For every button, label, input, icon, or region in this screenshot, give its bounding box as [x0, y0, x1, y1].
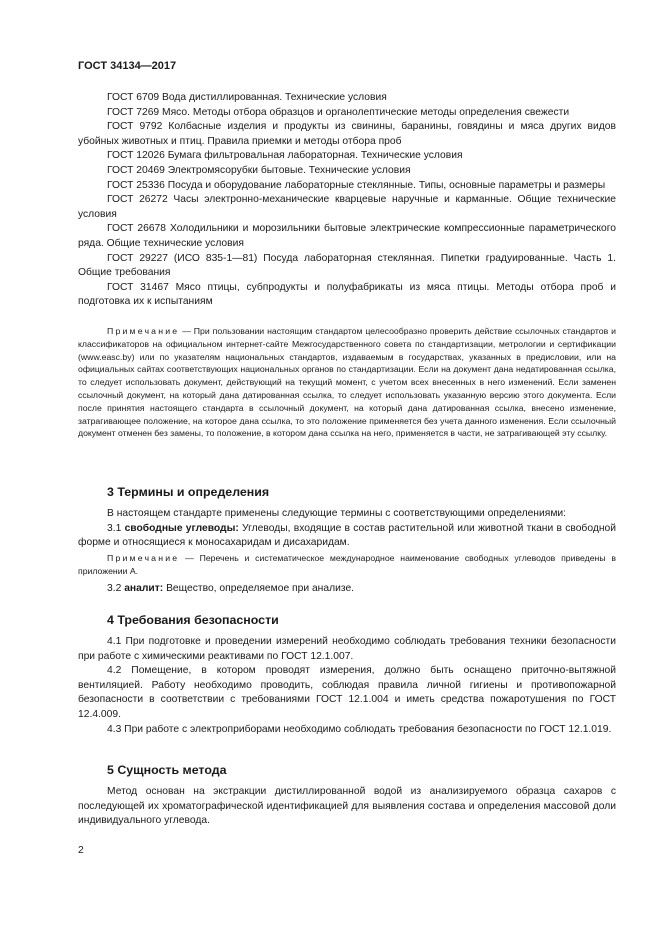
paragraph-5: Метод основан на экстракции дистиллированной водой из анализируемого образца сахаров с последующей их хроматографической идентификацией для выявления состава и определения массовой доли индивидуального углевода.	[78, 786, 616, 827]
term-3-1: 3.1 свободные углеводы: Углеводы, входящие в состав растительной или животной ткани в свободной форме и относящиеся к моносахаридам и дисахаридам.	[78, 522, 616, 549]
reference-item: ГОСТ 29227 (ИСО 835-1—81) Посуда лабораторная стеклянная. Пипетки градуированные. Часть 1. Общие требования	[78, 252, 616, 279]
page-number: 2	[78, 845, 84, 856]
reference-item: ГОСТ 7269 Мясо. Методы отбора образцов и органолептические методы определения свежести	[107, 106, 570, 118]
reference-item: ГОСТ 12026 Бумага фильтровальная лабораторная. Технические условия	[107, 150, 463, 162]
reference-item: ГОСТ 20469 Электромясорубки бытовые. Технические условия	[107, 164, 411, 176]
normative-references-list	[78, 91, 616, 310]
reference-item: ГОСТ 26678 Холодильники и морозильники бытовые электрические компрессионные параметрического ряда. Общие технические условия	[78, 223, 616, 249]
paragraph-4-1: 4.1 При подготовке и проведении измерений необходимо соблюдать требования техники безопасности при работе с химическими реактивами по ГОСТ 12.1.007.	[78, 636, 616, 662]
term-name: свободные углеводы:	[124, 522, 239, 534]
section-5-heading: 5 Сущность метода	[107, 763, 227, 777]
reference-item: ГОСТ 9792 Колбасные изделия и продукты из свинины, баранины, говядины и мяса других видов убойных животных и птиц. Правила приемки и методы отбора проб	[78, 121, 616, 147]
reference-item: ГОСТ 31467 Мясо птицы, субпродукты и полуфабрикаты из мяса птицы. Методы отбора проб и подготовка их к испытаниям	[78, 281, 616, 308]
term-definition: Вещество, определяемое при анализе.	[163, 583, 355, 594]
section-4-heading: 4 Требования безопасности	[107, 613, 279, 627]
section-3-intro: В настоящем стандарте применены следующие термины с соответствующими определениями:	[107, 508, 567, 519]
note-label: Примечание	[107, 553, 180, 563]
section-3-note	[78, 552, 616, 578]
section-3-heading: 3 Термины и определения	[107, 485, 270, 499]
term-name: аналит:	[124, 583, 164, 594]
document-header: ГОСТ 34134—2017	[78, 60, 177, 72]
paragraph-4-2: 4.2 Помещение, в котором проводят измерения, должно быть оснащено приточно-вытяжной вентиляцией. Работу необходимо проводить, соблюдая правила личной гигиены и противопожарной безопасности в соответствии с требованиями ГОСТ 12.1.004 и иметь средства пожаротушения по ГОСТ 12.4.009.	[78, 665, 616, 720]
term-definition: Углеводы, входящие в состав растительной или животной ткани в свободной форме и относящиеся к моносахаридам и дисахаридам.	[78, 522, 616, 549]
note-text: — При пользовании настоящим стандартом целесообразно проверить действие ссылочных стандартов и классификаторов на официальном интернет-сайте Межгосударственного совета по стандартизации, метрологии и сертификации (www.easc.by) или по указателям национальных стандартов, издаваемым в государствах, указанных в предисловии, или на официальных сайтах соответствующих национальных органов по стандартизации. Если на документ дана недатированная ссылка, то следует использовать документ, действующий на текущий момент, с учетом всех внесенных в него изменений. Если заменен ссылочный документ, на который дана датированная ссылка, то следует использовать указанную версию этого документа. Если после принятия настоящего стандарта в ссылочный документ, на который дана датированная ссылка, внесено изменение, затрагивающее положение, на которое дана ссылка, то это положение применяется без учета данного изменения. Если ссылочный документ отменен без замены, то положение, в котором дана ссылка на него, применяется в части, не затрагивающей эту ссылку.	[78, 326, 616, 439]
section-4-body	[78, 635, 616, 737]
reference-item: ГОСТ 25336 Посуда и оборудование лабораторные стеклянные. Типы, основные параметры и размеры	[107, 179, 606, 191]
note-label: Примечание	[107, 326, 180, 336]
reference-item: ГОСТ 26272 Часы электронно-механические кварцевые наручные и карманные. Общие технические условия	[78, 194, 616, 220]
reference-item: ГОСТ 6709 Вода дистиллированная. Технические условия	[107, 92, 387, 103]
note-text: — Перечень и систематическое международное наименование свободных углеводов приведены в приложении А.	[78, 553, 616, 576]
term-3-2: 3.2 аналит: Вещество, определяемое при анализе.	[107, 583, 355, 594]
references-note	[78, 325, 616, 440]
paragraph-4-3: 4.3 При работе с электроприборами необходимо соблюдать требования безопасности по ГОСТ 12.1.019.	[107, 723, 612, 735]
section-5-body	[78, 785, 616, 829]
section-3-body	[78, 507, 616, 551]
